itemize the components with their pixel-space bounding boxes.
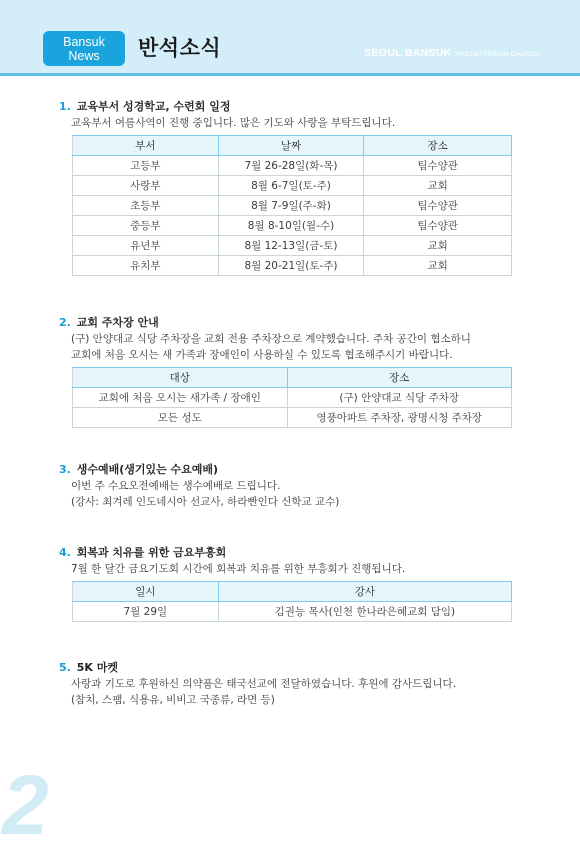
table-row [73,216,512,236]
table-cell: 사랑부 [73,176,219,196]
page-title: 반석소식 [138,36,222,60]
table-header-row [73,582,512,602]
column-header: 강사 [218,582,511,602]
column-header: 날짜 [218,136,364,156]
page-number: 2 [2,758,49,852]
table-cell: 모든 성도 [73,408,288,428]
table-row [73,256,512,276]
table-row [73,408,512,428]
table-row [73,156,512,176]
column-header: 장소 [364,136,512,156]
table-cell: 영풍아파트 주차장, 광명시청 주차장 [287,408,512,428]
section-title: 교회 주차장 안내 [76,316,159,329]
section-text: 교육부서 여름사역이 진행 중입니다. 많은 기도와 사랑을 부탁드립니다. [71,117,396,129]
section-title: 5K 마켓 [76,661,118,674]
education-schedule-table [72,135,512,276]
table-row [73,388,512,408]
section-title: 생수예배(생기있는 수요예배) [76,463,219,476]
table-cell: 교회에 처음 오시는 새가족 / 장애인 [73,388,288,408]
section-number: 5. [59,661,71,674]
section-wednesday-worship [59,463,519,510]
section-title: 교육부서 성경학교, 수련회 일정 [76,100,231,113]
table-cell: 고등부 [73,156,219,176]
section-number: 4. [59,546,71,559]
column-header: 대상 [73,368,288,388]
column-header: 장소 [287,368,512,388]
table-cell: 중등부 [73,216,219,236]
church-name [364,43,540,61]
section-text: (강사: 최겨레 인도네시아 선교사, 하라빤인다 신학교 교수) [71,496,340,508]
header-banner [0,0,580,76]
section-heading [59,661,519,675]
table-header-row [73,368,512,388]
table-header-row [73,136,512,156]
table-cell: 김권능 목사(인천 한나라은혜교회 담임) [218,602,511,622]
section-number: 1. [59,100,71,113]
section-heading [59,546,519,560]
section-text: (참치, 스팸, 식용유, 비비고 국종류, 라면 등) [71,694,275,706]
table-cell: 교회 [364,256,512,276]
revival-table [72,581,512,622]
table-cell: 교회 [364,236,512,256]
section-5k-market [59,661,519,708]
table-cell: 교회 [364,176,512,196]
table-row [73,196,512,216]
table-row [73,176,512,196]
table-cell: 유년부 [73,236,219,256]
section-text: 교회에 처음 오시는 새 가족과 장애인이 사용하실 수 있도록 협조해주시기 바랍니다. [71,349,453,361]
table-cell: 7월 29일 [73,602,219,622]
church-name-main: SEOUL BANSUK [364,47,452,59]
table-cell: 8월 6-7일(토-주) [218,176,364,196]
section-text: (구) 안양대교 식당 주차장을 교회 전용 주차장으로 계약했습니다. 주차 공간이 협소하니 [71,333,471,345]
section-text: 사랑과 기도로 후원하신 의약품은 태국선교에 전달하였습니다. 후원에 감사드립니다. [71,678,457,690]
table-cell: 초등부 [73,196,219,216]
section-heading [59,463,519,477]
section-heading [59,100,519,114]
table-cell: 8월 20-21일(토-주) [218,256,364,276]
table-cell: 8월 8-10일(월-수) [218,216,364,236]
table-row [73,236,512,256]
church-name-sub: PRESBYTERIAN CHURCH [456,51,540,58]
section-number: 2. [59,316,71,329]
table-cell: 유치부 [73,256,219,276]
table-cell: 7월 26-28일(화-목) [218,156,364,176]
badge-line-2: News [68,48,100,63]
section-education-schedule [59,100,519,276]
section-text: 이번 주 수요오전예배는 생수예배로 드립니다. [71,480,281,492]
badge-line-1: Bansuk [63,34,105,49]
parking-table [72,367,512,428]
table-cell: 8월 12-13일(금-토) [218,236,364,256]
table-cell: 팀수양관 [364,196,512,216]
bansuk-news-badge [43,31,125,66]
section-number: 3. [59,463,71,476]
section-text: 7월 한 달간 금요기도회 시간에 회복과 치유를 위한 부흥회가 진행됩니다. [71,563,406,575]
table-row [73,602,512,622]
section-parking-info [59,316,519,428]
table-cell: 팀수양관 [364,216,512,236]
column-header: 일시 [73,582,219,602]
section-title: 회복과 치유를 위한 금요부흥회 [76,546,227,559]
table-cell: 8월 7-9일(주-화) [218,196,364,216]
section-friday-revival [59,546,519,622]
table-cell: (구) 안양대교 식당 주차장 [287,388,512,408]
section-heading [59,316,519,330]
column-header: 부서 [73,136,219,156]
table-cell: 팀수양관 [364,156,512,176]
